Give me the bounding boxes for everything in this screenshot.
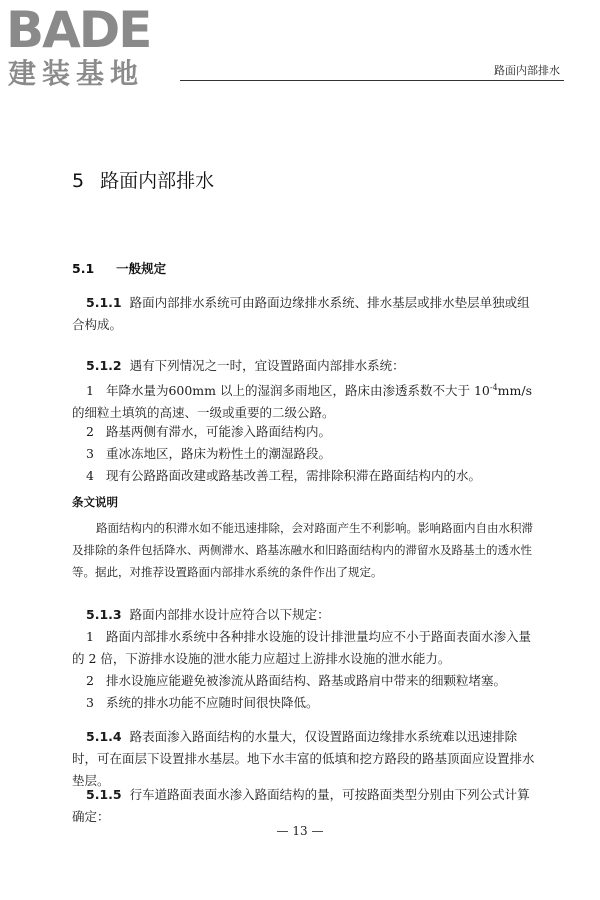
- note-body: 路面结构内的积滞水如不能迅速排除，会对路面产生不利影响。影响路面内自由水积滞及排除的条件包括降水、两侧滞水、路基冻融水和旧路面结构内的滞留水及路基土的透水性等。据此，对推荐设置路面内部排水系统的条件作出了规定。: [72, 521, 533, 579]
- clause-5-1-1: [72, 292, 537, 336]
- list-item: [72, 443, 537, 465]
- clause-number: 5.1.1: [86, 295, 122, 310]
- clause-text: 行车道路面表面水渗入路面结构的量，可按路面类型分别由下列公式计算确定：: [72, 787, 530, 824]
- clause-text: 遇有下列情况之一时，宜设置路面内部排水系统：: [129, 358, 405, 373]
- logo-chinese-text: 建装基地: [8, 57, 145, 90]
- item-number: 4: [86, 468, 94, 483]
- chapter-number: 5: [72, 170, 85, 192]
- section-title-text: 一般规定: [116, 261, 167, 276]
- clause-5-1-4: [72, 726, 537, 792]
- clause-number: 5.1.3: [86, 607, 122, 622]
- chapter-title-text: 路面内部排水: [100, 170, 215, 192]
- item-number: 3: [86, 446, 94, 461]
- item-text: 路面内部排水系统中各种排水设施的设计排泄量均应不小于路面表面水渗入量的 2 倍，下游排水设施的泄水能力应超过上游排水设施的泄水能力。: [72, 629, 531, 666]
- logo-brand-text: BADE: [6, 1, 151, 59]
- list-item: [72, 626, 537, 670]
- list-item: [72, 421, 537, 443]
- item-text: 系统的排水功能不应随时间很快降低。: [105, 695, 319, 710]
- list-item: [72, 465, 537, 487]
- clause-text: 路表面渗入路面结构的水量大，仅设置路面边缘排水系统难以迅速排除时，可在面层下设置排水基层。地下水丰富的低填和挖方路段的路基顶面应设置排水垫层。: [72, 729, 535, 788]
- list-item: [72, 692, 537, 714]
- item-text-pre: 年降水量为600mm 以上的湿润多雨地区，路床由渗透系数不大于 10: [105, 383, 490, 399]
- clause-number: 5.1.5: [86, 787, 122, 802]
- clause-5-1-2: [72, 355, 537, 377]
- item-text: 排水设施应能避免被渗流从路面结构、路基或路肩中带来的细颗粒堵塞。: [105, 673, 506, 688]
- clause-number: 5.1.4: [86, 729, 122, 744]
- running-header: 路面内部排水: [494, 64, 560, 77]
- clause-text: 路面内部排水设计应符合以下规定：: [129, 607, 330, 622]
- clause-text: 路面内部排水系统可由路面边缘排水系统、排水基层或排水垫层单独或组合构成。: [72, 295, 530, 332]
- item-superscript: -4: [489, 383, 498, 392]
- item-number: 2: [86, 424, 94, 439]
- item-number: 1: [86, 629, 94, 644]
- item-number: 2: [86, 673, 94, 688]
- item-text: 路基两侧有滞水，可能渗入路面结构内。: [105, 424, 331, 439]
- list-item: [72, 377, 537, 424]
- chapter-title: [72, 166, 214, 193]
- item-text: 重冰冻地区，路床为粉性土的潮湿路段。: [105, 446, 331, 461]
- clause-5-1-3: [72, 604, 537, 626]
- clause-5-1-5: [72, 784, 537, 828]
- item-number: 1: [86, 383, 94, 399]
- item-number: 3: [86, 695, 94, 710]
- list-item: [72, 670, 537, 692]
- page-number: — 13 —: [276, 824, 324, 838]
- note-heading: 条文说明: [72, 495, 118, 509]
- clause-number: 5.1.2: [86, 358, 122, 373]
- publisher-logo: [6, 1, 176, 96]
- item-text: 现有公路路面改建或路基改善工程，需排除积滞在路面结构内的水。: [105, 468, 481, 483]
- item-text-post: mm/s 的细粒土填筑的高速、一级或重要的二级公路。: [72, 383, 533, 421]
- section-number: 5.1: [72, 261, 95, 276]
- section-title: [72, 259, 166, 277]
- header-divider: [180, 80, 564, 81]
